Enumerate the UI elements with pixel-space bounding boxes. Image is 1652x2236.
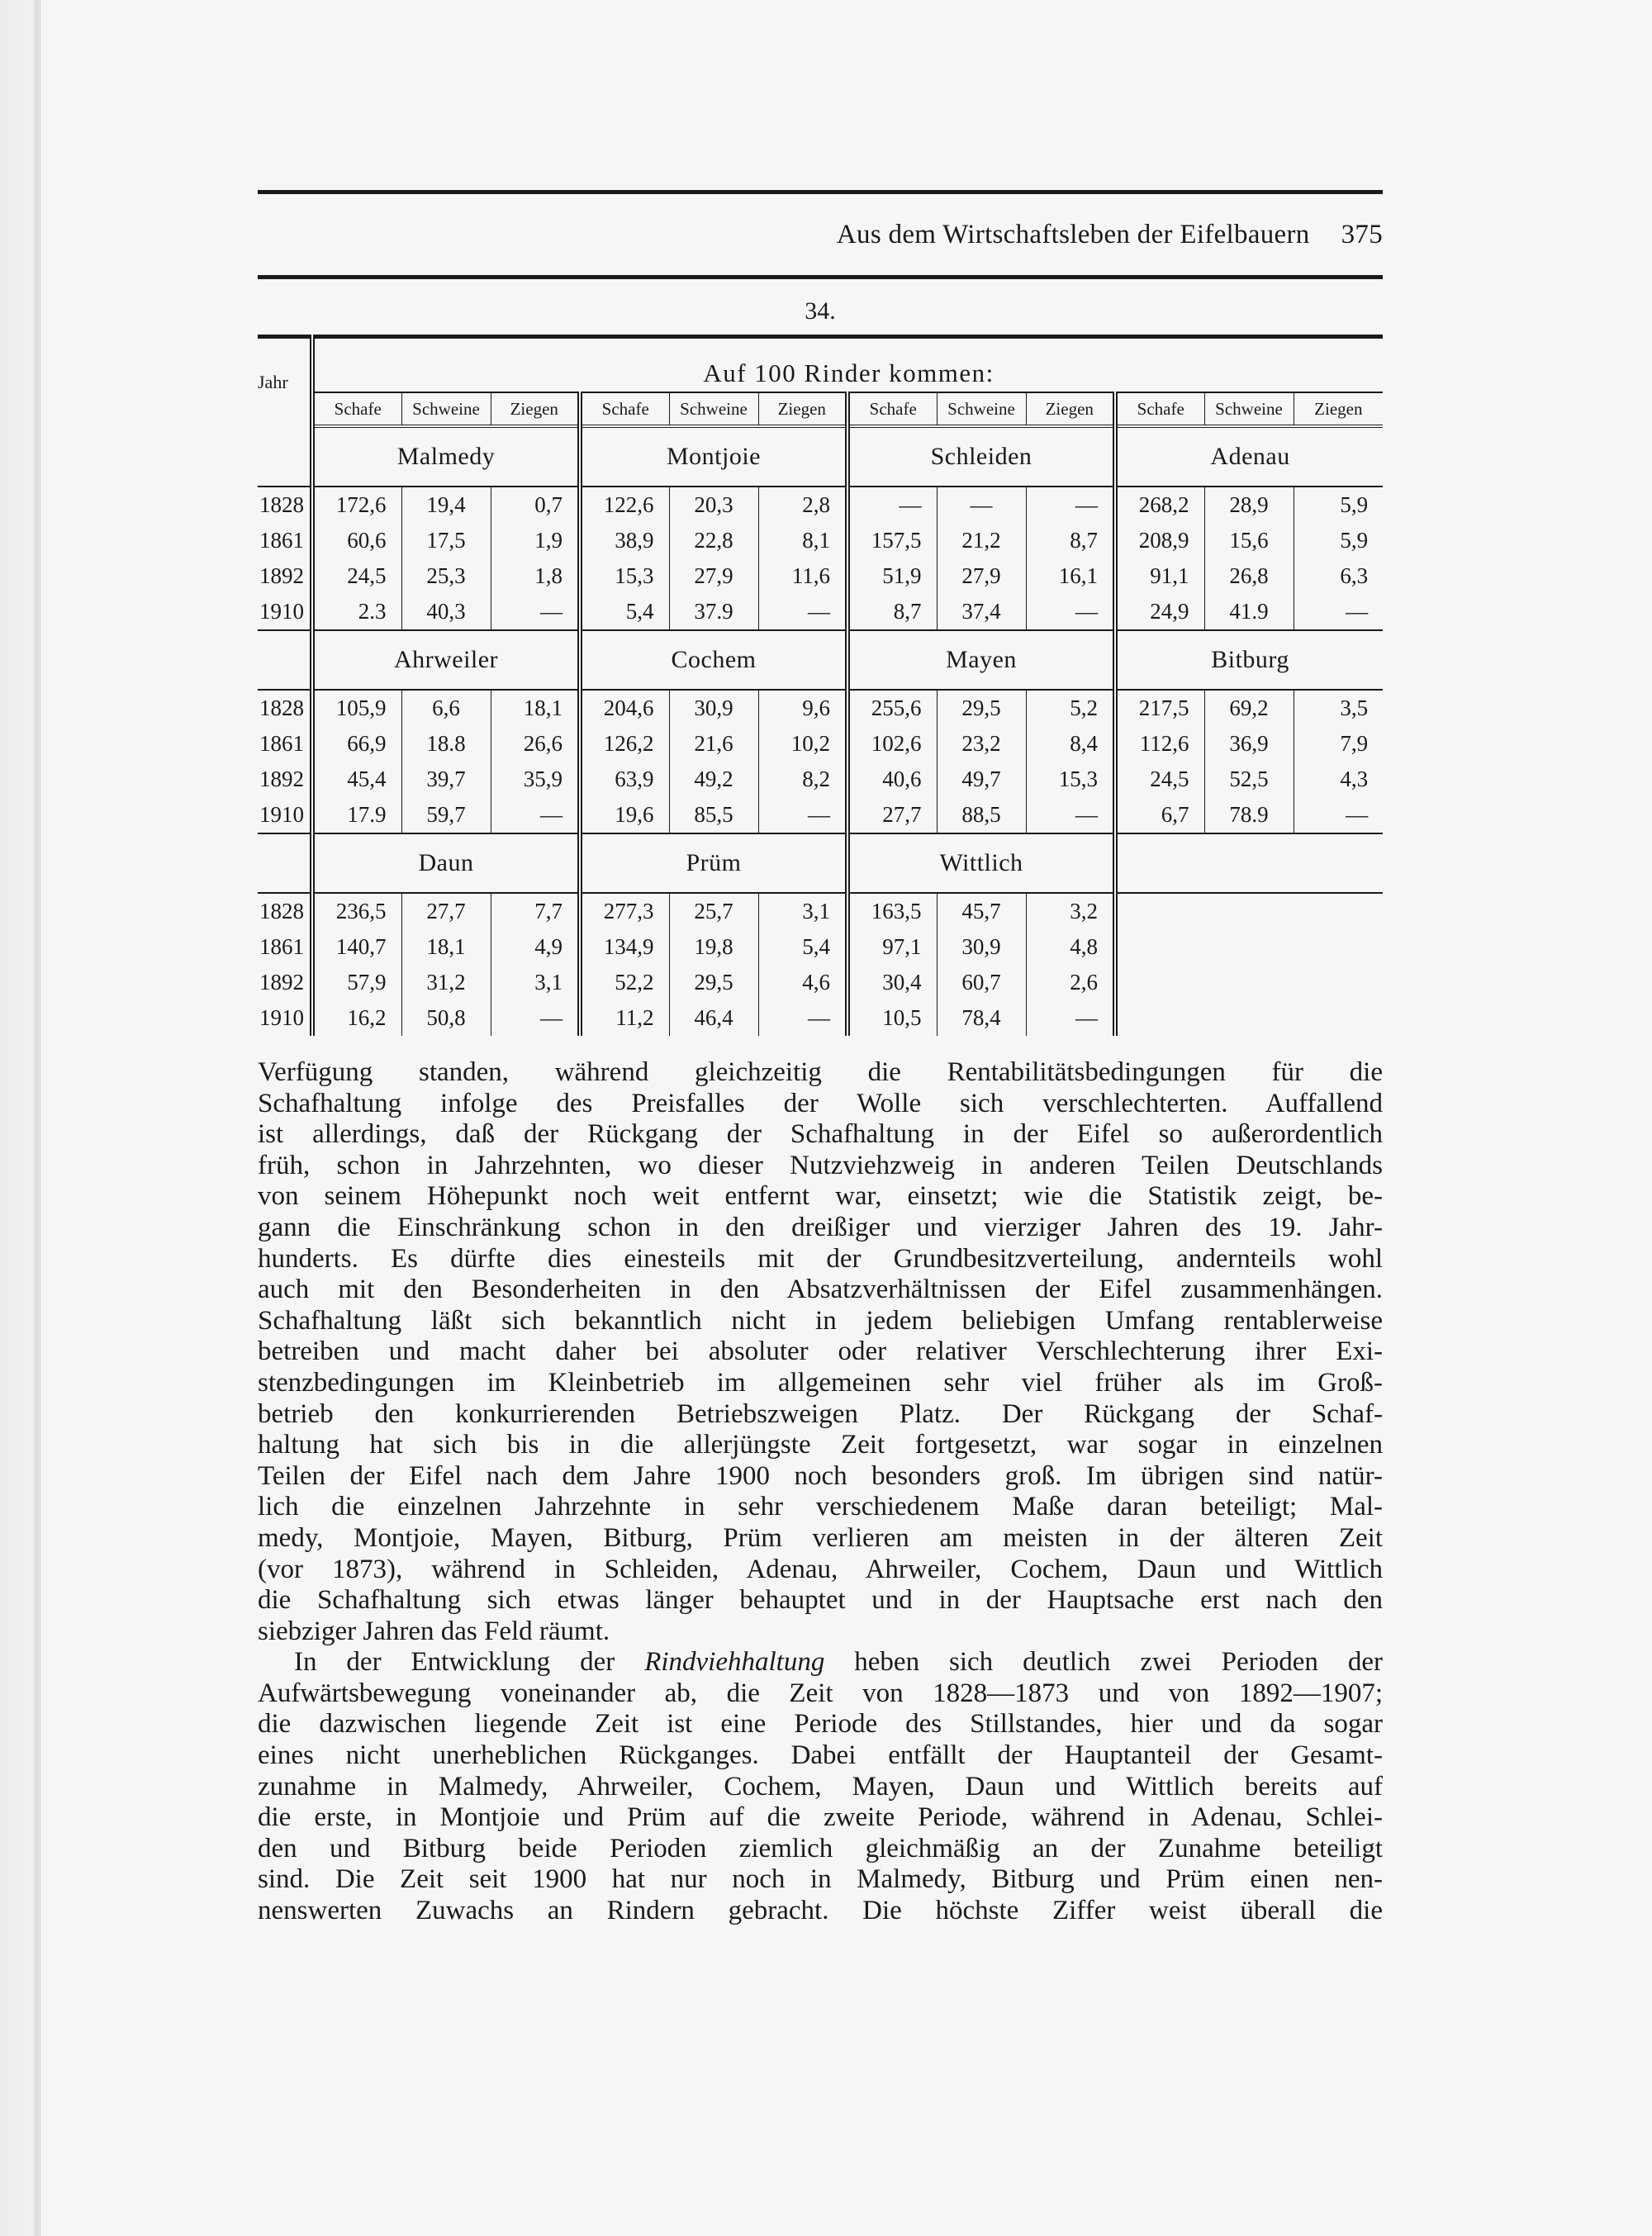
value-cell-ziegen: 2,8 [758,487,847,523]
book-gutter [0,0,40,2236]
value-cell-ziegen: 35,9 [491,762,580,797]
value-cell-schafe: 38,9 [580,523,669,558]
value-cell-ziegen: 15,3 [1026,762,1115,797]
year-cell: 1828 [259,492,304,517]
district-name: Prüm [580,833,847,893]
value-cell-ziegen: — [1294,797,1383,833]
value-cell-schafe: 122,6 [580,487,669,523]
value-cell-schweine: 6,6 [401,690,491,726]
value-cell-ziegen [1294,1000,1383,1036]
district-header-row [258,833,1383,893]
value-cell-schweine: 40,3 [401,594,491,630]
text-line: betrieb den konkurrierenden Betriebszweigen Platz. Der Rückgang der Schaf- [258,1398,1383,1429]
value-cell-ziegen: — [1026,1000,1115,1036]
value-cell-schweine: — [937,487,1026,523]
table-row [258,893,1383,929]
value-cell-schafe: 97,1 [847,929,937,965]
value-cell-schweine: 27,7 [401,893,491,929]
value-cell-schafe: 255,6 [847,690,937,726]
value-cell-ziegen: — [1294,594,1383,630]
value-cell-schweine [1204,893,1294,929]
value-cell-schweine: 20,3 [669,487,758,523]
value-cell-ziegen: 0,7 [491,487,580,523]
value-cell-schafe: 268,2 [1115,487,1204,523]
value-cell-ziegen: 8,2 [758,762,847,797]
value-cell-schweine: 45,7 [937,893,1026,929]
district-name: Adenau [1115,426,1383,487]
value-cell-ziegen: — [758,1000,847,1036]
value-cell-schafe: 66,9 [312,726,401,762]
text-fragment: In der Entwicklung der [294,1647,645,1678]
value-cell-schafe: 40,6 [847,762,937,797]
text-line: ist allerdings, daß der Rückgang der Schafhaltung in der Eifel so außerordentlich [258,1119,1383,1150]
paragraph-sheep-decline [258,1057,1383,1647]
district-name: Mayen [847,630,1115,690]
value-cell-schweine: 21,2 [937,523,1026,558]
value-cell-schafe: 172,6 [312,487,401,523]
year-spacer [258,630,312,690]
district-name: Wittlich [847,833,1115,893]
column-header-row [258,392,1383,426]
text-line: nenswerten Zuwachs an Rindern gebracht. Die höchste Ziffer weist überall die [258,1896,1383,1926]
running-head [258,190,1383,279]
value-cell-schweine [1204,1000,1294,1036]
value-cell-schweine: 22,8 [669,523,758,558]
year-cell: 1892 [259,970,304,995]
table-row [258,965,1383,1000]
year-cell: 1828 [259,695,304,720]
value-cell-ziegen: 3,1 [758,893,847,929]
value-cell-schweine: 23,2 [937,726,1026,762]
value-cell-schweine: 19,8 [669,929,758,965]
value-cell-schweine: 15,6 [1204,523,1294,558]
value-cell-schweine: 18,1 [401,929,491,965]
text-line: gann die Einschränkung schon in den dreißiger und vierziger Jahren des 19. Jahr- [258,1212,1383,1242]
value-cell-ziegen: 3,1 [491,965,580,1000]
value-cell-schweine: 37,4 [937,594,1026,630]
paragraph-cattle-development [258,1647,1383,1926]
value-cell-schweine: 41.9 [1204,594,1294,630]
value-cell-schafe: 277,3 [580,893,669,929]
value-cell-schweine: 25,7 [669,893,758,929]
value-cell-schweine: 49,7 [937,762,1026,797]
text-line: eines nicht unerheblichen Rückganges. Dabei entfällt der Hauptanteil der Gesamt- [258,1740,1383,1771]
column-header-schweine: Schweine [1204,392,1294,426]
value-cell-schafe: 112,6 [1115,726,1204,762]
value-cell-ziegen: 4,8 [1026,929,1115,965]
value-cell-ziegen: — [1026,594,1115,630]
value-cell-schafe: 30,4 [847,965,937,1000]
value-cell-schafe: 60,6 [312,523,401,558]
table-row [258,487,1383,523]
value-cell-ziegen: 4,3 [1294,762,1383,797]
value-cell-ziegen: — [758,797,847,833]
value-cell-schweine: 60,7 [937,965,1026,1000]
value-cell-schweine: 30,9 [669,690,758,726]
value-cell-ziegen: — [758,594,847,630]
value-cell-schweine: 30,9 [937,929,1026,965]
value-cell-ziegen: 3,2 [1026,893,1115,929]
value-cell-schafe: 8,7 [847,594,937,630]
value-cell-schweine: 78,4 [937,1000,1026,1036]
text-line: medy, Montjoie, Mayen, Bitburg, Prüm verlieren am meisten in der älteren Zeit [258,1522,1383,1553]
value-cell-schafe: 102,6 [847,726,937,762]
value-cell-ziegen: 9,6 [758,690,847,726]
value-cell-schafe: 163,5 [847,893,937,929]
text-line: die dazwischen liegende Zeit ist eine Periode des Stillstandes, hier und da sogar [258,1709,1383,1740]
value-cell-ziegen: — [1026,487,1115,523]
table-row [258,523,1383,558]
column-header-schafe: Schafe [847,392,937,426]
value-cell-ziegen: 6,3 [1294,558,1383,594]
value-cell-schafe: 204,6 [580,690,669,726]
district-name: Daun [312,833,580,893]
column-header-ziegen: Ziegen [1294,392,1383,426]
district-name: Bitburg [1115,630,1383,690]
table-body [258,426,1383,1036]
value-cell-schafe: 217,5 [1115,690,1204,726]
table-row [258,929,1383,965]
value-cell-schweine: 37.9 [669,594,758,630]
text-line: sind. Die Zeit seit 1900 hat nur noch in Malmedy, Bitburg und Prüm einen nen- [258,1864,1383,1895]
table-number: 34. [805,297,836,325]
table-row [258,762,1383,797]
value-cell-schweine: 88,5 [937,797,1026,833]
value-cell-ziegen: 10,2 [758,726,847,762]
body-text [258,1057,1383,1927]
value-cell-ziegen: 5,2 [1026,690,1115,726]
column-header-ziegen: Ziegen [1026,392,1115,426]
value-cell-schafe: 51,9 [847,558,937,594]
value-cell-ziegen: 8,4 [1026,726,1115,762]
value-cell-ziegen: — [491,594,580,630]
district-name: Cochem [580,630,847,690]
value-cell-schafe: 63,9 [580,762,669,797]
value-cell-schafe: 208,9 [1115,523,1204,558]
value-cell-ziegen: 8,1 [758,523,847,558]
value-cell-schafe: 27,7 [847,797,937,833]
value-cell-schafe [1115,929,1204,965]
value-cell-schafe: 17.9 [312,797,401,833]
district-name [1115,833,1383,893]
value-cell-ziegen: 3,5 [1294,690,1383,726]
value-cell-schafe: 24,5 [1115,762,1204,797]
value-cell-schafe: 6,7 [1115,797,1204,833]
district-name: Malmedy [312,426,580,487]
value-cell-ziegen: 4,9 [491,929,580,965]
table-row [258,594,1383,630]
emphasized-term: Rindviehhaltung [644,1647,825,1678]
text-line: die Schafhaltung sich etwas länger behauptet und in der Hauptsache erst nach den [258,1585,1383,1616]
value-cell-schafe: 157,5 [847,523,937,558]
year-cell: 1910 [258,594,312,630]
value-cell-schweine: 36,9 [1204,726,1294,762]
year-spacer [258,426,312,487]
value-cell-schafe: 140,7 [312,929,401,965]
text-line: auch mit den Besonderheiten in den Absatzverhältnissen der Eifel zusammenhängen. [258,1275,1383,1305]
value-cell-ziegen: 26,6 [491,726,580,762]
value-cell-schweine: 52,5 [1204,762,1294,797]
value-cell-schafe: 15,3 [580,558,669,594]
value-cell-schafe: 91,1 [1115,558,1204,594]
district-name: Ahrweiler [312,630,580,690]
year-cell: 1861 [259,528,304,553]
value-cell-ziegen: — [491,797,580,833]
value-cell-schweine: 59,7 [401,797,491,833]
district-name: Schleiden [847,426,1115,487]
value-cell-schweine [1204,965,1294,1000]
value-cell-schafe: 236,5 [312,893,401,929]
value-cell-ziegen: 2,6 [1026,965,1115,1000]
value-cell-ziegen: 4,6 [758,965,847,1000]
value-cell-schafe: 126,2 [580,726,669,762]
value-cell-schweine: 19,4 [401,487,491,523]
value-cell-schweine: 18.8 [401,726,491,762]
value-cell-schafe: 45,4 [312,762,401,797]
value-cell-schafe: 105,9 [312,690,401,726]
column-header-ziegen: Ziegen [491,392,580,426]
running-head-title: Aus dem Wirtschaftsleben der Eifelbauern [836,219,1310,249]
value-cell-schafe: 10,5 [847,1000,937,1036]
year-cell: 1861 [259,731,304,756]
value-cell-schafe: 24,9 [1115,594,1204,630]
value-cell-ziegen: 18,1 [491,690,580,726]
year-cell: 1910 [258,797,312,833]
text-line: lich die einzelnen Jahrzehnte in sehr verschiedenem Maße daran beteiligt; Mal- [258,1492,1383,1522]
column-header-schafe: Schafe [312,392,401,426]
text-line: haltung hat sich bis in die allerjüngste Zeit fortgesetzt, war sogar in einzelnen [258,1430,1383,1460]
district-header-row [258,630,1383,690]
value-cell-schweine: 85,5 [669,797,758,833]
value-cell-schafe: 16,2 [312,1000,401,1036]
year-cell: 1861 [259,934,304,959]
text-line: hunderts. Es dürfte dies einesteils mit der Grundbesitzverteilung, andernteils wohl [258,1243,1383,1274]
value-cell-schafe: 57,9 [312,965,401,1000]
value-cell-schafe: 11,2 [580,1000,669,1036]
value-cell-ziegen: — [1026,797,1115,833]
year-cell: 1892 [259,563,304,588]
value-cell-schweine: 25,3 [401,558,491,594]
column-header-schweine: Schweine [669,392,758,426]
value-cell-ziegen [1294,965,1383,1000]
year-cell: 1892 [259,767,304,791]
text-line: siebziger Jahren das Feld räumt. [258,1616,610,1646]
super-header: Auf 100 Rinder kommen: [312,337,1383,393]
text-line: Schafhaltung läßt sich bekanntlich nicht in jedem beliebigen Umfang rentablerweise [258,1305,1383,1336]
text-line: die erste, in Montjoie und Prüm auf die zweite Periode, während in Adenau, Schlei- [258,1802,1383,1833]
text-line: den und Bitburg beide Perioden ziemlich gleichmäßig an der Zunahme beteiligt [258,1833,1383,1863]
head-rule-bottom [258,275,1383,279]
value-cell-ziegen: 7,7 [491,893,580,929]
text-line: stenzbedingungen im Kleinbetrieb im allgemeinen sehr viel früher als im Groß- [258,1367,1383,1398]
value-cell-schweine: 78.9 [1204,797,1294,833]
value-cell-schweine [1204,929,1294,965]
value-cell-schafe: 134,9 [580,929,669,965]
running-head-text [258,194,1383,275]
value-cell-schweine: 17,5 [401,523,491,558]
value-cell-schafe [1115,965,1204,1000]
value-cell-schweine: 31,2 [401,965,491,1000]
value-cell-schafe: 52,2 [580,965,669,1000]
value-cell-schafe [1115,893,1204,929]
year-spacer [258,833,312,893]
text-line: Schafhaltung infolge des Preisfalles der Wolle sich verschlechterten. Auffallend [258,1088,1383,1118]
value-cell-ziegen: 5,9 [1294,487,1383,523]
value-cell-ziegen: 11,6 [758,558,847,594]
text-line: Verfügung standen, während gleichzeitig die Rentabilitätsbedingungen für die [258,1057,1383,1087]
district-header-row [258,426,1383,487]
table-row [258,690,1383,726]
text-line: früh, schon in Jahrzehnten, wo dieser Nutzviehzweig in anderen Teilen Deutschlands [258,1150,1383,1180]
value-cell-ziegen [1294,929,1383,965]
column-header-schafe: Schafe [1115,392,1204,426]
text-line: (vor 1873), während in Schleiden, Adenau, Ahrweiler, Cochem, Daun und Wittlich [258,1554,1383,1584]
year-cell: 1828 [259,899,304,923]
value-cell-schweine: 50,8 [401,1000,491,1036]
text-fragment: heben sich deutlich zwei Perioden der [824,1647,1383,1678]
value-cell-ziegen: 1,9 [491,523,580,558]
value-cell-schweine: 46,4 [669,1000,758,1036]
value-cell-schweine: 27,9 [669,558,758,594]
value-cell-schafe [1115,1000,1204,1036]
value-cell-schafe: 5,4 [580,594,669,630]
column-header-schafe: Schafe [580,392,669,426]
text-line: zunahme in Malmedy, Ahrweiler, Cochem, Mayen, Daun und Wittlich bereits auf [258,1771,1383,1802]
value-cell-schweine: 69,2 [1204,690,1294,726]
district-name: Montjoie [580,426,847,487]
value-cell-schweine: 29,5 [937,690,1026,726]
value-cell-schafe: — [847,487,937,523]
value-cell-schweine: 39,7 [401,762,491,797]
value-cell-ziegen: 5,4 [758,929,847,965]
column-header-schweine: Schweine [937,392,1026,426]
text-line: Aufwärtsbewegung voneinander ab, die Zeit von 1828—1873 und von 1892—1907; [258,1678,1383,1708]
value-cell-schafe: 19,6 [580,797,669,833]
value-cell-schweine: 49,2 [669,762,758,797]
value-cell-ziegen: 5,9 [1294,523,1383,558]
value-cell-schweine: 27,9 [937,558,1026,594]
text-line [258,1647,1383,1678]
year-header: Jahr [258,337,312,427]
column-header-ziegen: Ziegen [758,392,847,426]
value-cell-ziegen [1294,893,1383,929]
text-line: von seinem Höhepunkt noch weit entfernt war, einsetzt; wie die Statistik zeigt, be- [258,1181,1383,1212]
year-cell: 1910 [259,1005,304,1030]
value-cell-ziegen: 8,7 [1026,523,1115,558]
column-header-schweine: Schweine [401,392,491,426]
table-row [258,726,1383,762]
value-cell-schweine: 26,8 [1204,558,1294,594]
value-cell-schafe: 24,5 [312,558,401,594]
value-cell-schweine: 28,9 [1204,487,1294,523]
value-cell-ziegen: 16,1 [1026,558,1115,594]
value-cell-schafe: 2.3 [312,594,401,630]
value-cell-schweine: 29,5 [669,965,758,1000]
table-row [258,1000,1383,1036]
text-line: betreiben und macht daher bei absoluter oder relativer Verschlechterung ihrer Exi- [258,1336,1383,1367]
livestock-ratio-table [258,335,1383,1036]
value-cell-ziegen: 1,8 [491,558,580,594]
value-cell-ziegen: — [491,1000,580,1036]
text-line: Teilen der Eifel nach dem Jahre 1900 noch besonders groß. Im übrigen sind natür- [258,1460,1383,1491]
value-cell-schweine: 21,6 [669,726,758,762]
page-number: 375 [1341,219,1383,249]
table-row [258,797,1383,833]
table-row [258,558,1383,594]
value-cell-ziegen: 7,9 [1294,726,1383,762]
